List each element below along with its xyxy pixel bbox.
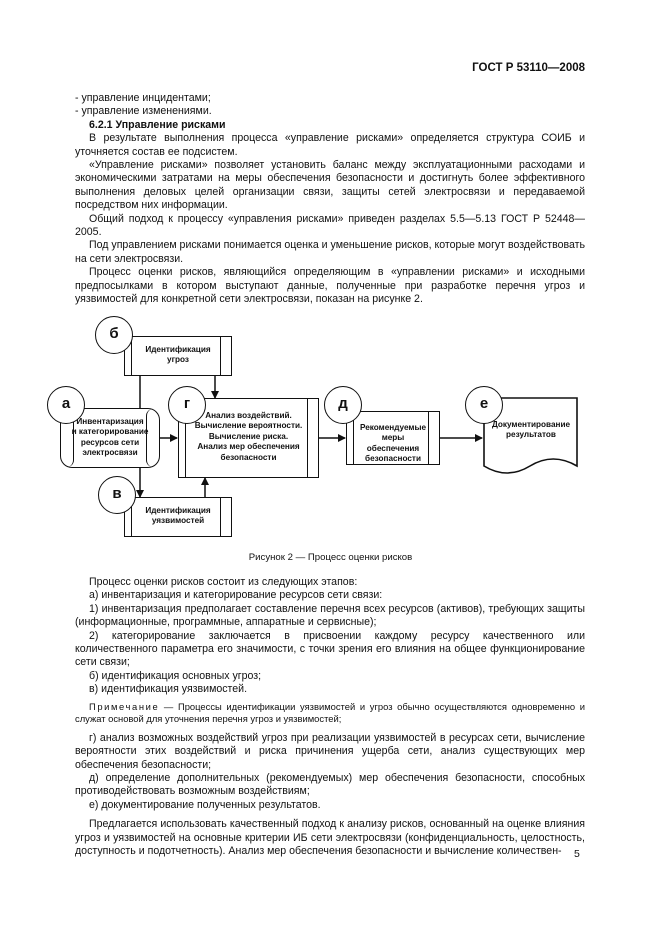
paragraph: Под управлением рисками понимается оценка и уменьшение рисков, которые могут воздействовать на сети электросвязи. <box>75 239 586 265</box>
box-side-bar <box>220 498 225 536</box>
stage-item: 2) категорирование заключается в присвоении каждому ресурсу качественного или количественного параметра его значимости, с точки зрения его влияния на общее функционирование сети связи; <box>75 629 585 669</box>
box-side-bar <box>220 337 225 375</box>
threats-box-label: Идентификация угроз <box>145 345 211 365</box>
stage-item: б) идентификация основных угроз; <box>89 669 262 682</box>
paragraph: Общий подход к процессу «управления рисками» приведен разделах 5.5—5.13 ГОСТ Р 52448—2005. <box>75 212 585 239</box>
inventory-box-label: Инвентаризация и категорирование ресурсов сети электросвязи <box>71 417 149 458</box>
measures-box-label: Рекомендуемые меры обеспечения безопасности <box>359 423 427 464</box>
figure-caption: Рисунок 2 — Процесс оценки рисков <box>248 552 413 563</box>
marker-e: е <box>465 386 503 424</box>
section-number: 6.2.1 <box>89 118 113 131</box>
paragraph: В результате выполнения процесса «управление рисками» определяется структура СОИБ и уточняется состав ее подсистем. <box>75 132 585 158</box>
note-label: Примечание <box>89 700 160 712</box>
list-item: - управление инцидентами; <box>75 92 211 104</box>
documentation-box-label: Документирование результатов <box>491 420 571 440</box>
marker-v: в <box>98 476 136 514</box>
analysis-box-label: Анализ воздействий. Вычисление вероятности. Вычисление риска. Анализ мер обеспечения безопасности <box>194 411 303 462</box>
note <box>75 701 585 726</box>
stages-intro: Процесс оценки рисков состоит из следующих этапов: <box>89 576 358 588</box>
list-item: - управление изменениями. <box>75 105 212 118</box>
stage-item: д) определение дополнительных (рекомендуемых) мер обеспечения безопасности, способных противодействовать возможным воздействиям; <box>75 772 585 798</box>
marker-b: б <box>95 316 133 354</box>
recommended-measures-box <box>346 411 440 465</box>
page-number: 5 <box>574 848 580 860</box>
marker-a: а <box>47 386 85 424</box>
stage-item: г) анализ возможных воздействий угроз при реализации уязвимостей в ресурсах сети, вычисление вероятности этих воздействий и риска причинения ущерба сети, анализ существующих мер обеспечения безопасности; <box>75 731 585 771</box>
marker-d: д <box>324 386 362 424</box>
vulnerabilities-box-label: Идентификация уязвимостей <box>145 506 211 526</box>
bottom-text-block <box>75 576 585 859</box>
note-text: — Процессы идентификации уязвимостей и угроз обычно осуществляются одновременно и служат основой для уточнения перечня угроз и уязвимостей; <box>75 700 585 725</box>
paragraph: «Управление рисками» позволяет установить баланс между эксплуатационными расходами и экономическими затратами на меры обеспечения безопасности и достигнуть более эффективного выполнения деловых целей организации связи, защиты сетей электросвязи и передаваемой посредством них информации. <box>75 159 585 212</box>
document-header: ГОСТ Р 53110—2008 <box>472 62 585 74</box>
threats-identification-box <box>124 336 232 376</box>
box-side-bar <box>131 337 136 375</box>
stage-item: а) инвентаризация и категорирование ресурсов сети связи: <box>89 589 383 602</box>
box-side-bar <box>307 399 312 477</box>
stage-item: в) идентификация уязвимостей. <box>89 683 248 696</box>
stage-item: 1) инвентаризация предполагает составление перечня всех ресурсов (активов), требующих защиты (информационные, программные, аппаратные и сервисные); <box>75 602 585 629</box>
section-title: Управление рисками <box>115 118 226 131</box>
stage-item: е) документирование полученных результатов. <box>89 798 321 811</box>
marker-g: г <box>168 386 206 424</box>
paragraph: Процесс оценки рисков, являющийся определяющим в «управлении рисками» и исходными предпосылками в котором выступают данные, полученные при разработке перечня угроз и уязвимостей для конкретной сети электросвязи, показан на рисунке 2. <box>75 266 585 306</box>
final-paragraph: Предлагается использовать качественный подход к анализу рисков, основанный на оценке влияния угроз и уязвимостей на основные критерии ИБ сети электросвязи (конфиденциальность, целостность, доступность и подотчетность). Анализ мер обеспечения безопасности и вычисление количествен- <box>75 818 585 858</box>
vulnerabilities-identification-box <box>124 497 232 537</box>
